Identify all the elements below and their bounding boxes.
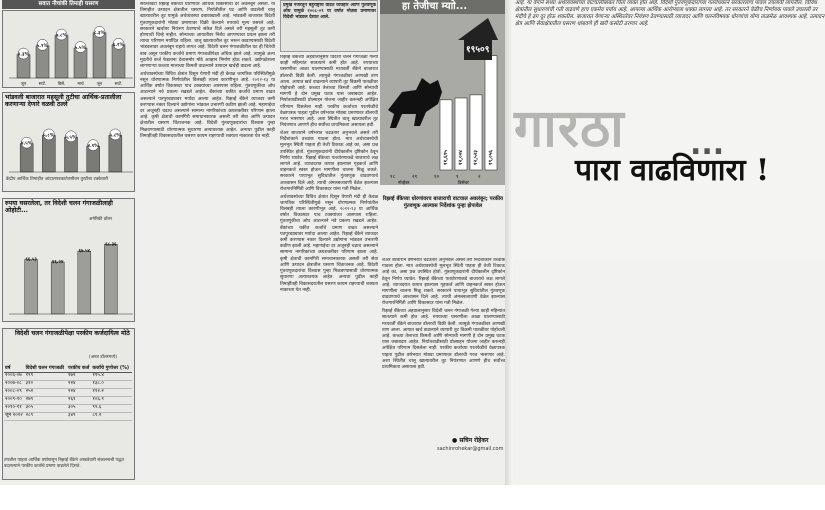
- bar-value-label: १२,५२३: [473, 150, 479, 165]
- rupee-chart-title: रुपया घसरलेला, तर विदेशी चलन गंगाजळीलाही ओहोटी...: [5, 200, 113, 215]
- article-column-2: [280, 55, 378, 480]
- x-tick-label: १: [456, 174, 459, 180]
- table-cell: १३८.०: [91, 380, 132, 388]
- headline-subtitle: पारा वाढविणारा !: [575, 153, 770, 188]
- table-cell: २०१०-११: [4, 404, 25, 412]
- chart-bar: [104, 244, 117, 314]
- chart-bar: [55, 36, 68, 78]
- chart-bar: [51, 262, 64, 314]
- data-label: ६.१%: [112, 42, 125, 48]
- article-paragraph: अर्थव्यवस्थेच्या विविध क्षेत्रांत दिसून येणारी मंदी ही केवळ जागतिक परिस्थितीमुळे नसून धोरणात्मक निर्णयांतील विलंबही त्याला कारणीभूत आहे. २०१२-१३ या आर्थिक वर्षात विकासदर पाच टक्क्यांच्या आसपास राहिला. गुंतवणुकीचा ओघ आटल्याने नवे प्रकल्प रखडले आहेत. बँकांच्या थकीत कर्जांचे प्रमाण वाढत असल्याने पतपुरवठ्यावर मर्यादा आल्या आहेत. रिझर्व्ह बँकेने व्याजदर कमी करण्यास नकार दिल्याने उद्योगांना भांडवल उभारणी कठीण झाली आहे. महागाईचा दर अजूनही चढाच असल्याने सामान्य नागरिकांच्या क्रयशक्तीवर परिणाम झाला आहे. कृषी क्षेत्राची कामगिरी समाधानकारक असली तरी सेवा आणि उत्पादन क्षेत्रातील घसरण चिंताजनक आहे. विदेशी गुंतवणूकदारांचा विश्वास पुन्हा मिळवण्यासाठी धोरणात्मक सुधारणा अत्यावश्यक आहेत. अन्यथा पुढील काही तिमाहींतही विकासदरातील घसरण कायम राहण्याची शक्यता नाकारता येत नाही.: [140, 71, 275, 139]
- chart-bar: [42, 135, 55, 172]
- article-paragraph: अर्थव्यवस्थेच्या विविध क्षेत्रांत दिसून येणारी मंदी ही केवळ जागतिक परिस्थितीमुळे नसून धोरणात्मक निर्णयांतील विलंबही त्याला कारणीभूत आहे. २०१२-१३ या आर्थिक वर्षात विकासदर पाच टक्क्यांच्या आसपास राहिला. गुंतवणुकीचा ओघ आटल्याने नवे प्रकल्प रखडले आहेत. बँकांच्या थकीत कर्जांचे प्रमाण वाढत असल्याने पतपुरवठ्यावर मर्यादा आल्या आहेत. रिझर्व्ह बँकेने व्याजदर कमी करण्यास नकार दिल्याने उद्योगांना भांडवल उभारणी कठीण झाली आहे. महागाईचा दर अजूनही चढाच असल्याने सामान्य नागरिकांच्या क्रयशक्तीवर परिणाम झाला आहे. कृषी क्षेत्राची कामगिरी समाधानकारक असली तरी सेवा आणि उत्पादन क्षेत्रातील घसरण चिंताजनक आहे. विदेशी गुंतवणूकदारांचा विश्वास पुन्हा मिळवण्यासाठी धोरणात्मक सुधारणा अत्यावश्यक आहेत. अन्यथा पुढील काही तिमाहींतही विकासदरातील घसरण कायम राहण्याची शक्यता नाकारता येत नाही.: [280, 194, 378, 293]
- x-tick-label: १०: [434, 174, 440, 180]
- table-row: [4, 396, 132, 404]
- headline-dots: ...: [690, 127, 725, 162]
- table-cell: ९९.६: [91, 404, 132, 412]
- data-label: ४.३%: [17, 52, 30, 58]
- table-cell: ३१०: [25, 380, 67, 388]
- table-cell: १०६.९: [91, 396, 132, 404]
- table-cell: ३०५: [67, 404, 91, 412]
- rupee-bar-chart: [7, 225, 135, 317]
- table-cell: ३०५: [25, 404, 67, 412]
- sensex-bull-graphic: [380, 0, 505, 185]
- x-tick-label: २१: [412, 174, 418, 180]
- graphic-caption: रिझर्व्ह बँकेच्या धोरणांवरच बाजाराची वाटचाल अवलंबून; परकीय गुंतवणूक आल्यास निर्देशांक पुन्हा झेपावेल: [382, 196, 504, 209]
- table-cell: २६१: [67, 396, 91, 404]
- data-label: ६६.५३: [25, 257, 37, 263]
- data-label: ४.५%: [21, 141, 33, 147]
- table-cell: २२४: [67, 388, 91, 396]
- table-header-row: [4, 365, 132, 372]
- bar-value-label: १९,०५६: [488, 150, 494, 165]
- table-unit: (अब्ज डॉलरमध्ये): [89, 355, 118, 360]
- gdp-bar-chart: [7, 15, 135, 87]
- x-tick-label: सप्टें.: [38, 81, 47, 86]
- reserves-table: [4, 365, 132, 421]
- table-header: कर्जाचे गुणोत्तर (%): [91, 365, 132, 372]
- table-cell: २२४: [67, 380, 91, 388]
- table-footnote: तपशील पाहता आर्थिक वर्षापासून रिझर्व्ह बँकेने आकडेवारी संकलनाची पद्धत बदलल्याने परकीय कर्जाचे प्रमाण वाढलेले दिसते.: [4, 458, 125, 469]
- data-label: ५.८%: [109, 133, 121, 139]
- table-cell: २००९-१०: [4, 396, 25, 404]
- bar-value-label: ११,६९५: [443, 150, 449, 165]
- rupee-chart-box: [2, 198, 135, 322]
- table-cell: २००८-०९: [4, 388, 25, 396]
- data-label: ८.३%: [93, 30, 106, 36]
- table-header: विदेशी चलन गंगाजळी: [25, 365, 67, 372]
- author-byline: ● सचिन रोहेकर: [452, 437, 489, 444]
- x-group-label: नोव्हेंबर: [398, 181, 410, 185]
- x-tick-label: १८: [390, 174, 396, 180]
- x-tick-label: जून: [96, 81, 103, 86]
- deficit-chart-title: भांडवली बाजारात महसूली तुटीचा आर्थिक-प्रतालीला करणाऱ्या देणारे वळवी ठल्ले: [5, 94, 122, 109]
- chart-bar: [65, 137, 78, 172]
- table-row: [4, 380, 132, 388]
- table-cell: २००७-०८: [4, 380, 25, 388]
- table-cell: १९९: [25, 372, 67, 380]
- table-cell: ११२.२: [91, 388, 132, 396]
- data-label: ५.५%: [74, 46, 87, 52]
- data-label: ७.८%: [55, 33, 68, 39]
- x-tick-label: डिसें.: [57, 81, 66, 86]
- article-paragraph: शेअर बाजाराने वर्षभरात चढउतार अनुभवले असले तरी निर्देशांकाने उच्चांक गाठला होता. मात्र अर्थव्यवस्थेची मूलभूत स्थिती पाहता ही तेजी टिकाऊ आहे का, असा प्रश्न उपस्थित होतो. गुंतवणूकदारांनी दीर्घकालीन दृष्टिकोन ठेवून निर्णय घ्यावेत. रिझर्व्ह बँकेच्या पतधोरणाकडे बाजाराचे लक्ष लागले आहे. व्याजदरात कपात झाल्यास गृहकर्ज आणि वाहनकर्ज स्वस्त होऊन मागणीला चालना मिळू शकते. सरकारने पायाभूत सुविधांतील गुंतवणूक वाढवण्याचे आश्वासन दिले आहे. त्याची अंमलबजावणी वेळेत झाल्यास रोजगारनिर्मिती आणि विकासदर यांना गती मिळेल.: [382, 258, 505, 307]
- article-column-1: [140, 2, 275, 482]
- right-article-text: आहे. या वेगाने सध्या अर्थव्यवस्थेच्या वाटचालीबाबत चिंता व्यक्त होत आहे. विदेशी गुंतवणूकदारांच्या गतरोधकाने सरकारलाच पावलं उचलावी लागतील. विविध क्षेत्रांतील सुधारणांची गती वाढवणे हाच एकमेव पर्याय आहे. आपल्या आर्थिक आरोग्याला धक्का लागला आहे. तर सरकारने वेळीच निर्णायक पावले उचलली तर मंदीचे हे ढग दूर होऊ शकतील. बाजारात येणाऱ्या अस्थिरतेवर नियंत्रण ठेवण्यासाठी व्याजदर आणि चलनविषयक धोरणांचा योग्य ताळमेळ आवश्यक आहे. उत्पादन क्षेत्र आणि सेवाक्षेत्रातील घसरण थांबवणे ही खरी कसोटी ठरणार आहे.: [515, 0, 825, 27]
- article-paragraph: रिझर्व्ह बँकेच्या अहवालानुसार विदेशी चलन गंगाजळी गेल्या काही महिन्यांत सातत्याने कमी होत आहे. रुपयाच्या घसरणीला आळा घालण्यासाठी मध्यवर्ती बँकेने बाजारात डॉलरची विक्री केली. त्यामुळे गंगाजळीवर आणखी ताण आला. आयात खर्च वाढल्याने व्यापारी तूट विक्रमी पातळीवर पोहोचली आहे. कच्च्या तेलाच्या किमती आणि सोन्याची मागणी हे दोन प्रमुख घटक यास जबाबदार आहेत. निर्यातवाढीसाठी प्रोत्साहन योजना जाहीर करूनही अपेक्षित परिणाम दिसलेला नाही. परकीय कर्जाच्या परतफेडीचे वेळापत्रक पाहता पुढील वर्षभरात मोठ्या प्रमाणावर डॉलरची गरज भासणार आहे. अशा स्थितीत चालू खात्यावरील तूट नियंत्रणात आणणे हीच सर्वोच्च प्राथमिकता असायला हवी.: [382, 309, 505, 371]
- article-paragraph: शेअर बाजाराने वर्षभरात चढउतार अनुभवले असले तरी निर्देशांकाने उच्चांक गाठला होता. मात्र अर्थव्यवस्थेची मूलभूत स्थिती पाहता ही तेजी टिकाऊ आहे का, असा प्रश्न उपस्थित होतो. गुंतवणूकदारांनी दीर्घकालीन दृष्टिकोन ठेवून निर्णय घ्यावेत. रिझर्व्ह बँकेच्या पतधोरणाकडे बाजाराचे लक्ष लागले आहे. व्याजदरात कपात झाल्यास गृहकर्ज आणि वाहनकर्ज स्वस्त होऊन मागणीला चालना मिळू शकते. सरकारने पायाभूत सुविधांतील गुंतवणूक वाढवण्याचे आश्वासन दिले आहे. त्याची अंमलबजावणी वेळेत झाल्यास रोजगारनिर्मिती आणि विकासदर यांना गती मिळेल.: [280, 131, 378, 192]
- highlight-box: [280, 0, 378, 52]
- article-paragraph: सरतेशेवटी रिझर्व्ह बँकेच्या धोरणांवर आर्थिक विकासाचा दर अवलंबून असतो. या तिमाहीत उत्पादन क्षेत्रातील घसरण, निर्यातीतील घट आणि वाढलेली चालू खात्यावरील तूट यामुळे अर्थव्यवस्था दबावाखाली आहे. भांडवली बाजारात विदेशी गुंतवणूकदारांनी मोठ्या प्रमाणावर विक्री केल्याने रुपयाचे मूल्य घसरले आहे. सरकारने खर्चावर नियंत्रण ठेवण्याचे संकेत दिले असले तरी महसूली तूट कमी होण्याची चिन्हे नाहीत. सोन्याच्या आयातीवर निर्बंध आणण्याचा प्रयत्न झाला तरी त्याचा परिणाम मर्यादित राहिला. चालू खात्यावरील तूट भरून काढण्यासाठी विदेशी भांडवलावर अवलंबून राहावे लागत आहे. विदेशी चलन गंगाजळीतील घट ही चिंतेची बाब असून परकीय कर्जाचे प्रमाण गंगाजळीपेक्षा अधिक झाले आहे. त्यामुळे अल्प मुदतीचे कर्ज फेडताना देशासमोर मोठे आव्हान निर्माण होऊ शकते. उद्योगक्षेत्राला लागणाऱ्या कच्च्या मालाच्या किमती वाढल्याने उत्पादन खर्चही वाढला आहे.: [140, 2, 275, 70]
- data-label: ६७.५४: [78, 249, 90, 255]
- deficit-bar-chart: [7, 117, 135, 175]
- bar-value-label: १२,००४: [458, 150, 464, 165]
- table-row: [4, 388, 132, 396]
- x-tick-label: सप्टें.: [114, 81, 123, 86]
- data-label: ५.८%: [43, 133, 55, 139]
- author-email[interactable]: sachinrohekar@gmail.com: [437, 446, 504, 452]
- chart-bar: [36, 46, 49, 78]
- rupee-chart-legend: अमेरिकी डॉलर: [89, 217, 113, 222]
- x-tick-label: मार्च: [77, 81, 84, 86]
- table-row: [4, 372, 132, 380]
- data-label: ५.५%: [65, 135, 77, 141]
- deficit-chart-note: केंद्रीय आर्थिक तिमाहीत आंदालपत्रकातेतसीवन तुरटीचा टक्केवारी: [6, 177, 108, 182]
- article-paragraph: रिझर्व्ह बँकेच्या अहवालानुसार विदेशी चलन गंगाजळी गेल्या काही महिन्यांत सातत्याने कमी होत आहे. रुपयाच्या घसरणीला आळा घालण्यासाठी मध्यवर्ती बँकेने बाजारात डॉलरची विक्री केली. त्यामुळे गंगाजळीवर आणखी ताण आला. आयात खर्च वाढल्याने व्यापारी तूट विक्रमी पातळीवर पोहोचली आहे. कच्च्या तेलाच्या किमती आणि सोन्याची मागणी हे दोन प्रमुख घटक यास जबाबदार आहेत. निर्यातवाढीसाठी प्रोत्साहन योजना जाहीर करूनही अपेक्षित परिणाम दिसलेला नाही. परकीय कर्जाच्या परतफेडीचे वेळापत्रक पाहता पुढील वर्षभरात मोठ्या प्रमाणावर डॉलरची गरज भासणार आहे. अशा स्थितीत चालू खात्यावरील तूट नियंत्रणात आणणे हीच सर्वोच्च प्राथमिकता असायला हवी.: [280, 55, 378, 129]
- x-group-label: डिसेंबर: [458, 181, 469, 185]
- table-cell: ३४९: [67, 412, 91, 420]
- chart-bar: [25, 260, 38, 314]
- data-label: ५.९%: [36, 43, 49, 49]
- gdp-chart-box: [2, 10, 135, 88]
- table-header: वर्ष: [4, 365, 25, 372]
- table-cell: ८१.२: [91, 412, 132, 420]
- table-cell: ११५.४: [91, 372, 132, 380]
- table-row: [4, 412, 132, 420]
- table-row: [4, 404, 132, 412]
- panel-top-title: सवात नीचांकी तिमाही घसरण: [2, 0, 135, 9]
- highlight-text: प्रमुख नजरेतून बहुराष्ट्रांचे वाढते व्यवहार आणि गुंतवणूक ओघ यामुळे २००८-०९ या वर्षात मोठ्या प्रमाणावर विदेशी भांडवल देशात आले.: [283, 3, 376, 21]
- reserves-table-title: विदेशी चलन गंगाजळीपेक्षा परकीय कर्जदायित्व मोठे: [15, 330, 130, 337]
- x-tick-label: २: [478, 174, 481, 180]
- data-label: ६८.३६: [105, 242, 117, 248]
- data-label: ६६.२४: [52, 260, 64, 265]
- headline-big-word: गारठा: [514, 98, 625, 159]
- data-label: ४.१%: [87, 144, 99, 150]
- chart-bar: [78, 251, 91, 314]
- table-cell: २००६-०७: [4, 372, 25, 380]
- chart-bar: [93, 33, 106, 78]
- article-column-3: [382, 258, 505, 433]
- deficit-chart-box: [2, 92, 135, 192]
- table-cell: २८९: [25, 412, 67, 420]
- table-header: परकीय कर्ज: [67, 365, 91, 372]
- chart-bar: [109, 135, 122, 172]
- table-cell: २७९: [25, 396, 67, 404]
- table-cell: जून २०१२: [5, 413, 23, 419]
- table-cell: १७२: [67, 372, 91, 380]
- graphic-header: हा तेजीचा म्याो...: [380, 0, 505, 14]
- x-tick-label: जून: [20, 81, 27, 86]
- chart-bar: [112, 45, 125, 78]
- table-cell: २५२: [25, 388, 67, 396]
- sign-value: १९५०९: [466, 45, 490, 55]
- page-fold: [505, 0, 513, 485]
